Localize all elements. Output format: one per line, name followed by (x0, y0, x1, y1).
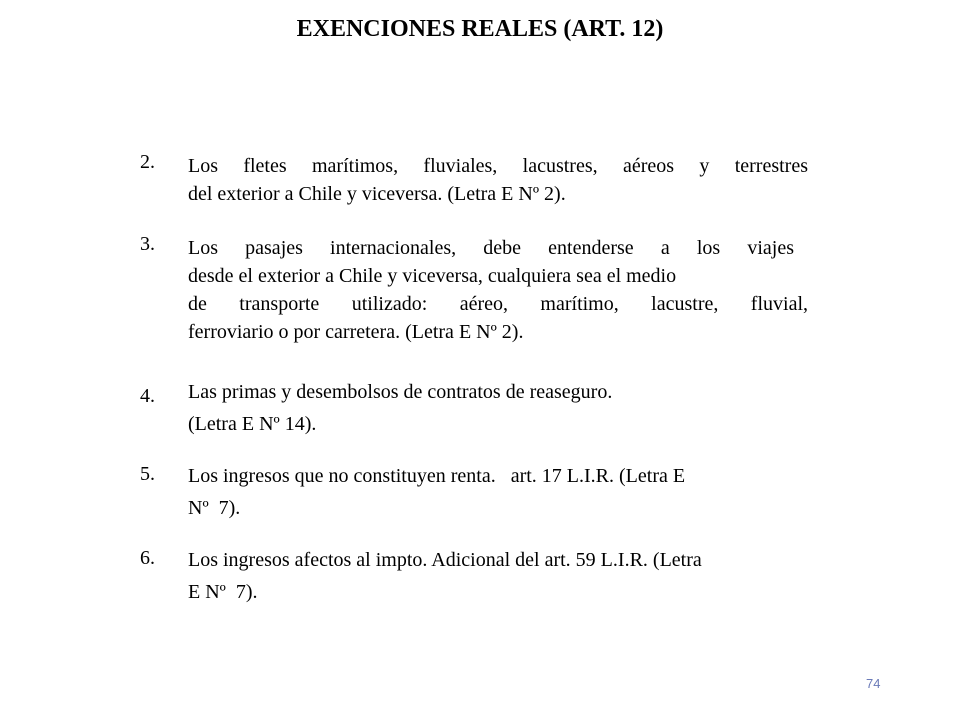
item-line: Los ingresos que no constituyen renta. art. 17 L.I.R. (Letra E (188, 465, 686, 487)
item-number: 6. (140, 547, 155, 569)
slide-title: EXENCIONES REALES (ART. 12) (296, 16, 664, 42)
item-line: Los pasajes internacionales, debe entenderse a los viajes (188, 237, 794, 259)
item-line: desde el exterior a Chile y viceversa, cualquiera sea el medio (188, 265, 677, 287)
item-line: del exterior a Chile y viceversa. (Letra E Nº 2). (188, 183, 566, 205)
item-line: (Letra E Nº 14). (188, 413, 317, 435)
item-line: Los fletes marítimos, fluviales, lacustres, aéreos y terrestres (188, 155, 808, 177)
item-text (188, 152, 808, 208)
item-line: Nº 7). (188, 497, 241, 519)
page-number: 74 (866, 676, 881, 691)
item-text (188, 376, 808, 440)
item-line: Las primas y desembolsos de contratos de reaseguro. (188, 381, 613, 403)
item-number: 3. (140, 233, 155, 255)
item-text (188, 544, 808, 608)
item-number: 5. (140, 463, 155, 485)
item-text (188, 234, 808, 346)
item-line: Los ingresos afectos al impto. Adicional del art. 59 L.I.R. (Letra (188, 549, 702, 571)
item-line: ferroviario o por carretera. (Letra E Nº 2). (188, 321, 524, 343)
item-number: 4. (140, 385, 155, 407)
item-line: E Nº 7). (188, 581, 258, 603)
item-number: 2. (140, 151, 155, 173)
item-text (188, 460, 808, 524)
item-line: de transporte utilizado: aéreo, marítimo, lacustre, fluvial, (188, 293, 808, 315)
